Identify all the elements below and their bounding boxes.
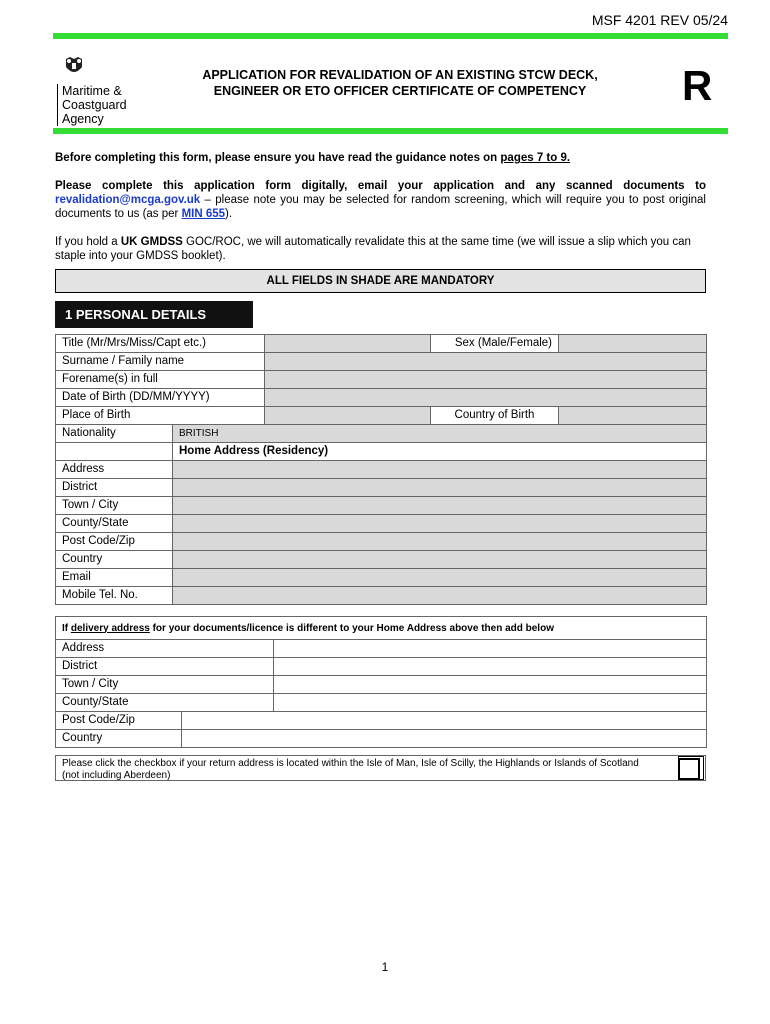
county-label: County/State [56,515,173,533]
submission-paragraph [55,179,706,221]
nationality-label: Nationality [56,425,173,443]
title-label: Title (Mr/Mrs/Miss/Capt etc.) [56,335,265,353]
delivery-postcode-label: Post Code/Zip [56,712,182,730]
mobile-field[interactable] [173,587,707,605]
town-label: Town / City [56,497,173,515]
logo-text [57,84,145,126]
county-field[interactable] [173,515,707,533]
delivery-country-label: Country [56,730,182,748]
submission-text: Please complete this application form digitally, email your application and any scanned documents to [55,180,706,192]
guidance-paragraph [55,151,706,165]
delivery-county-field[interactable] [274,694,707,712]
delivery-district-field[interactable] [274,658,707,676]
remote-address-note [55,755,706,781]
title-line-1: APPLICATION FOR REVALIDATION OF AN EXISTING STCW DECK, [202,68,598,82]
cob-label: Country of Birth [431,407,559,425]
mandatory-notice: ALL FIELDS IN SHADE ARE MANDATORY [55,269,706,293]
forenames-label: Forename(s) in full [56,371,265,389]
section-heading-personal-details: 1 PERSONAL DETAILS [55,301,253,328]
blank-cell [56,443,173,461]
postcode-field[interactable] [173,533,707,551]
delivery-intro-prefix: If [62,622,71,634]
district-label: District [56,479,173,497]
delivery-intro-suffix: for your documents/licence is different to your Home Address above then add below [149,622,554,634]
surname-field[interactable] [265,353,707,371]
delivery-district-label: District [56,658,274,676]
address-label: Address [56,461,173,479]
surname-label: Surname / Family name [56,353,265,371]
bottom-green-bar [53,128,728,134]
delivery-address-table [55,616,707,748]
title-field[interactable] [265,335,431,353]
town-field[interactable] [173,497,707,515]
home-address-heading: Home Address (Residency) [173,443,707,461]
remote-address-checkbox[interactable] [678,758,700,780]
gmdss-text: If you hold a [55,236,121,248]
min655-link[interactable]: MIN 655 [181,208,226,220]
sex-field[interactable] [559,335,707,353]
pob-label: Place of Birth [56,407,265,425]
guidance-text: Before completing this form, please ensure you have read the guidance notes on [55,152,501,164]
cob-field[interactable] [559,407,707,425]
checkbox-frame [678,756,704,780]
delivery-town-field[interactable] [274,676,707,694]
crest-icon [63,55,85,77]
email-field[interactable] [173,569,707,587]
delivery-town-label: Town / City [56,676,274,694]
logo-line: Coastguard [62,98,127,112]
form-title [150,67,650,99]
address-field[interactable] [173,461,707,479]
delivery-address-label: Address [56,640,274,658]
email-link[interactable]: revalidation@mcga.gov.uk [55,194,201,206]
delivery-intro [56,617,707,640]
logo-line: Agency [62,112,104,126]
district-field[interactable] [173,479,707,497]
delivery-postcode-field[interactable] [182,712,707,730]
mobile-label: Mobile Tel. No. [56,587,173,605]
top-green-bar [53,33,728,39]
personal-details-table [55,334,707,605]
form-type-letter: R [682,62,713,109]
delivery-country-field[interactable] [182,730,707,748]
country-label: Country [56,551,173,569]
delivery-county-label: County/State [56,694,274,712]
email-label: Email [56,569,173,587]
mca-logo [55,55,145,126]
dob-field[interactable] [265,389,707,407]
title-line-2: ENGINEER OR ETO OFFICER CERTIFICATE OF COMPETENCY [213,84,587,98]
form-reference: MSF 4201 REV 05/24 [591,12,728,28]
country-field[interactable] [173,551,707,569]
pob-field[interactable] [265,407,431,425]
gmdss-bold: UK GMDSS [120,236,183,248]
forenames-field[interactable] [265,371,707,389]
page-number: 1 [381,960,389,974]
guidance-pages-link[interactable]: pages 7 to 9. [500,152,571,164]
sex-label: Sex (Male/Female) [431,335,559,353]
delivery-address-field[interactable] [274,640,707,658]
remote-address-text: Please click the checkbox if your return address is located within the Isle of Man, Isle of Scilly, the Highlands or Islands of Scotland (not including Aberdeen) [62,758,639,781]
postcode-label: Post Code/Zip [56,533,173,551]
delivery-intro-underlined: delivery address [70,622,150,634]
gmdss-paragraph [55,235,706,263]
dob-label: Date of Birth (DD/MM/YYYY) [56,389,265,407]
nationality-field[interactable]: BRITISH [173,425,707,443]
submission-text-3: ). [225,208,233,220]
logo-line: Maritime & [62,84,122,98]
submission-text-2: – please note you may be selected for random screening, which will require you to post original documents to us (as per [55,194,706,220]
gmdss-text-2: GOC/ROC, we will automatically revalidate this at the same time (we will issue a slip which you can staple into your GMDSS booklet). [55,236,691,262]
